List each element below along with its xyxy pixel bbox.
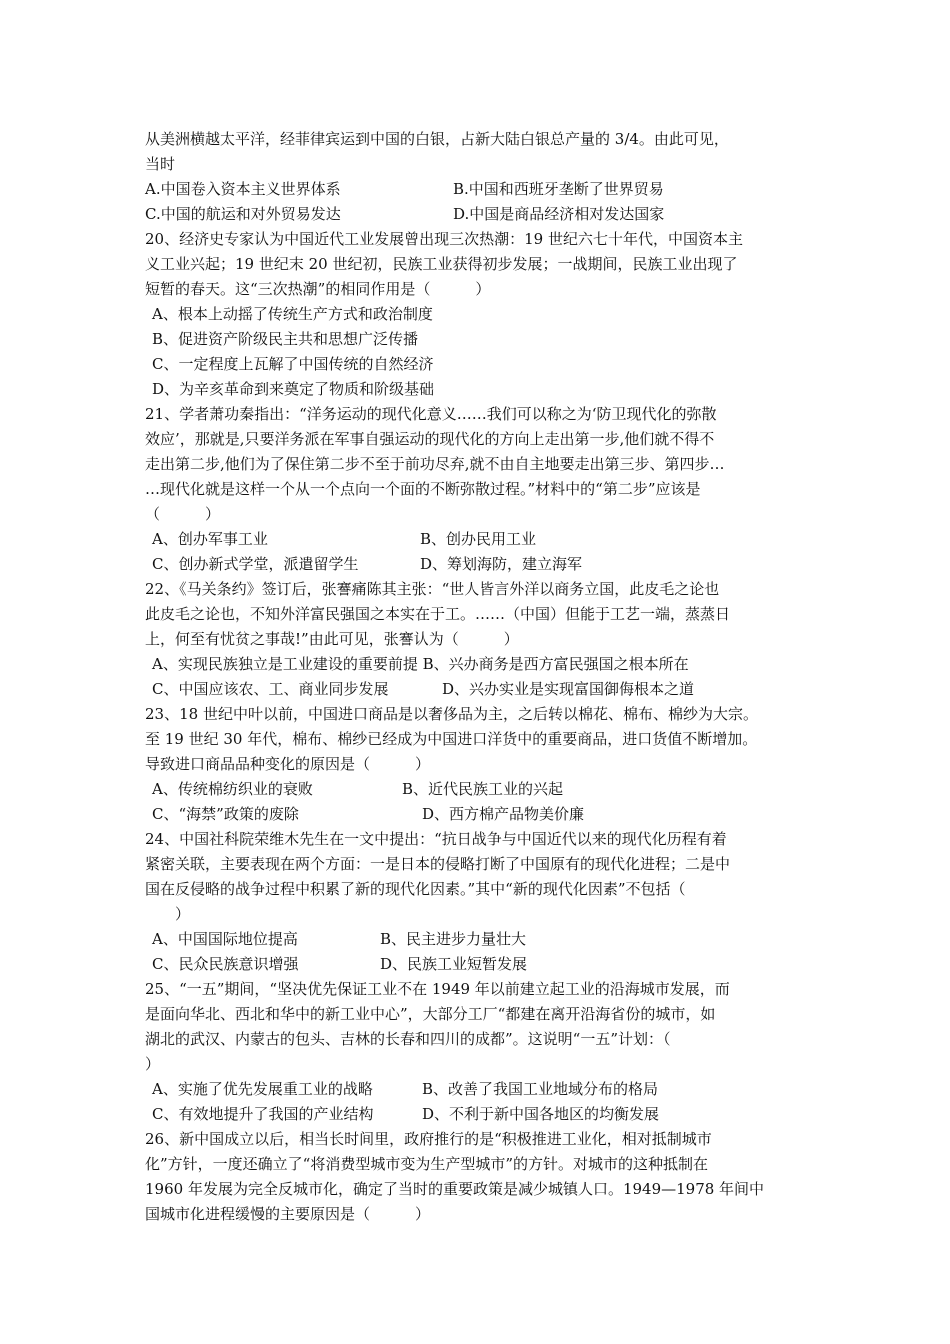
option-row (152, 779, 822, 799)
option-c: C、“海禁”政策的废除 (152, 805, 299, 823)
question-24-text: 紧密关联，主要表现在两个方面：一是日本的侵略打断了中国原有的现代化进程；二是中 (145, 855, 731, 873)
option-c: C、有效地提升了我国的产业结构 (152, 1105, 374, 1123)
option-ab: A、实现民族独立是工业建设的重要前提 B、兴办商务是西方富民强国之根本所在 (152, 655, 689, 673)
question-24-text: 24、中国社科院荣维木先生在一文中提出：“抗日战争与中国近代以来的现代化历程有着 (145, 830, 727, 848)
question-21-text: （ ） (145, 505, 221, 523)
option-b: B、民主进步力量壮大 (380, 930, 527, 948)
option-row (152, 679, 822, 699)
question-26-text: 国城市化进程缓慢的主要原因是（ ） (145, 1205, 431, 1223)
question-26-text: 26、新中国成立以后，相当长时间里，政府推行的是“积极推进工业化，相对抵制城市 (145, 1130, 712, 1148)
option-d: D、兴办实业是实现富国御侮根本之道 (442, 680, 695, 698)
option-row (145, 179, 815, 199)
question-23-text: 23、18 世纪中叶以前，中国进口商品是以奢侈品为主，之后转以棉花、棉布、棉纱为大宗。 (145, 705, 758, 723)
option-b: B、改善了我国工业地域分布的格局 (422, 1080, 659, 1098)
option-row (152, 804, 822, 824)
option-a: A、中国国际地位提高 (152, 930, 298, 948)
question-22-text: 22、《马关条约》签订后，张謇痛陈其主张：“世人皆言外洋以商务立国，此皮毛之论也 (145, 580, 720, 598)
question-25-text: 25、“一五”期间，“坚决优先保证工业不在 1949 年以前建立起工业的沿海城市发展，而 (145, 980, 730, 998)
option-a: A.中国卷入资本主义世界体系 (145, 180, 341, 198)
option-d: D、不利于新中国各地区的均衡发展 (422, 1105, 660, 1123)
option-c: C、民众民族意识增强 (152, 955, 299, 973)
question-20-text: 短暂的春天。这“三次热潮”的相同作用是（ ） (145, 280, 491, 298)
question-26-text: 化”方针，一度还确立了“将消费型城市变为生产型城市”的方针。对城市的这种抵制在 (145, 1155, 709, 1173)
option-b: B、近代民族工业的兴起 (402, 780, 564, 798)
question-22-text: 上，何至有忧贫之事哉!”由此可见，张謇认为（ ） (145, 630, 519, 648)
question-21-text: …现代化就是这样一个从一个点向一个面的不断弥散过程。”材料中的“第二步”应该是 (145, 480, 701, 498)
question-23-text: 至 19 世纪 30 年代，棉布、棉纱已经成为中国进口洋货中的重要商品，进口货值不断增加。 (145, 730, 758, 748)
option-d: D、为辛亥革命到来奠定了物质和阶级基础 (152, 380, 435, 398)
option-a: A、传统棉纺织业的衰败 (152, 780, 313, 798)
option-c: C、创办新式学堂，派遣留学生 (152, 555, 359, 573)
option-c: C、一定程度上瓦解了中国传统的自然经济 (152, 355, 434, 373)
option-row (152, 554, 822, 574)
option-row (152, 529, 822, 549)
question-21-text: 21、学者萧功秦指出：“洋务运动的现代化意义……我们可以称之为‘防卫现代化的弥散 (145, 405, 717, 423)
option-d: D、筹划海防，建立海军 (420, 555, 583, 573)
question-22-text: 此皮毛之论也，不知外洋富民强国之本实在于工。……（中国）但能于工艺一端，蒸蒸日 (145, 605, 731, 623)
question-24-text: 国在反侵略的战争过程中积累了新的现代化因素。”其中“新的现代化因素”不包括（ (145, 880, 686, 898)
option-d: D.中国是商品经济相对发达国家 (453, 205, 665, 223)
option-a: A、创办军事工业 (152, 530, 268, 548)
option-row (152, 954, 822, 974)
question-20-text: 义工业兴起；19 世纪末 20 世纪初，民族工业获得初步发展；一战期间，民族工业出现了 (145, 255, 738, 273)
question-text-line: 从美洲横越太平洋，经菲律宾运到中国的白银，占新大陆白银总产量的 3/4。由此可见， (145, 130, 729, 148)
option-row (145, 204, 815, 224)
option-d: D、民族工业短暂发展 (380, 955, 528, 973)
question-21-text: 走出第二步,他们为了保住第二步不至于前功尽弃,就不由自主地要走出第三步、第四步… (145, 455, 725, 473)
option-b: B、创办民用工业 (420, 530, 537, 548)
question-25-text: ） (145, 1055, 161, 1073)
option-c: C.中国的航运和对外贸易发达 (145, 205, 341, 223)
option-a: A、根本上动摇了传统生产方式和政治制度 (152, 305, 433, 323)
option-row (152, 929, 822, 949)
question-24-text: ） (145, 905, 191, 923)
question-25-text: 是面向华北、西北和华中的新工业中心”，大部分工厂“都建在离开沿海省份的城市，如 (145, 1005, 716, 1023)
question-23-text: 导致进口商品品种变化的原因是（ ） (145, 755, 431, 773)
question-text-line: 当时 (145, 155, 176, 173)
option-row (152, 1104, 822, 1124)
question-25-text: 湖北的武汉、内蒙古的包头、吉林的长春和四川的成都”。这说明“一五”计划：（ (145, 1030, 671, 1048)
option-c: C、中国应该农、工、商业同步发展 (152, 680, 389, 698)
option-row (152, 1079, 822, 1099)
option-b: B、促进资产阶级民主共和思想广泛传播 (152, 330, 419, 348)
option-d: D、西方棉产品物美价廉 (422, 805, 585, 823)
question-21-text: 效应’，那就是,只要洋务派在军事自强运动的现代化的方向上走出第一步,他们就不得不 (145, 430, 715, 448)
option-a: A、实施了优先发展重工业的战略 (152, 1080, 373, 1098)
option-b: B.中国和西班牙垄断了世界贸易 (453, 180, 664, 198)
question-20-text: 20、经济史专家认为中国近代工业发展曾出现三次热潮：19 世纪六七十年代，中国资本主 (145, 230, 743, 248)
question-26-text: 1960 年发展为完全反城市化，确定了当时的重要政策是减少城镇人口。1949—1978 年间中 (145, 1180, 765, 1198)
